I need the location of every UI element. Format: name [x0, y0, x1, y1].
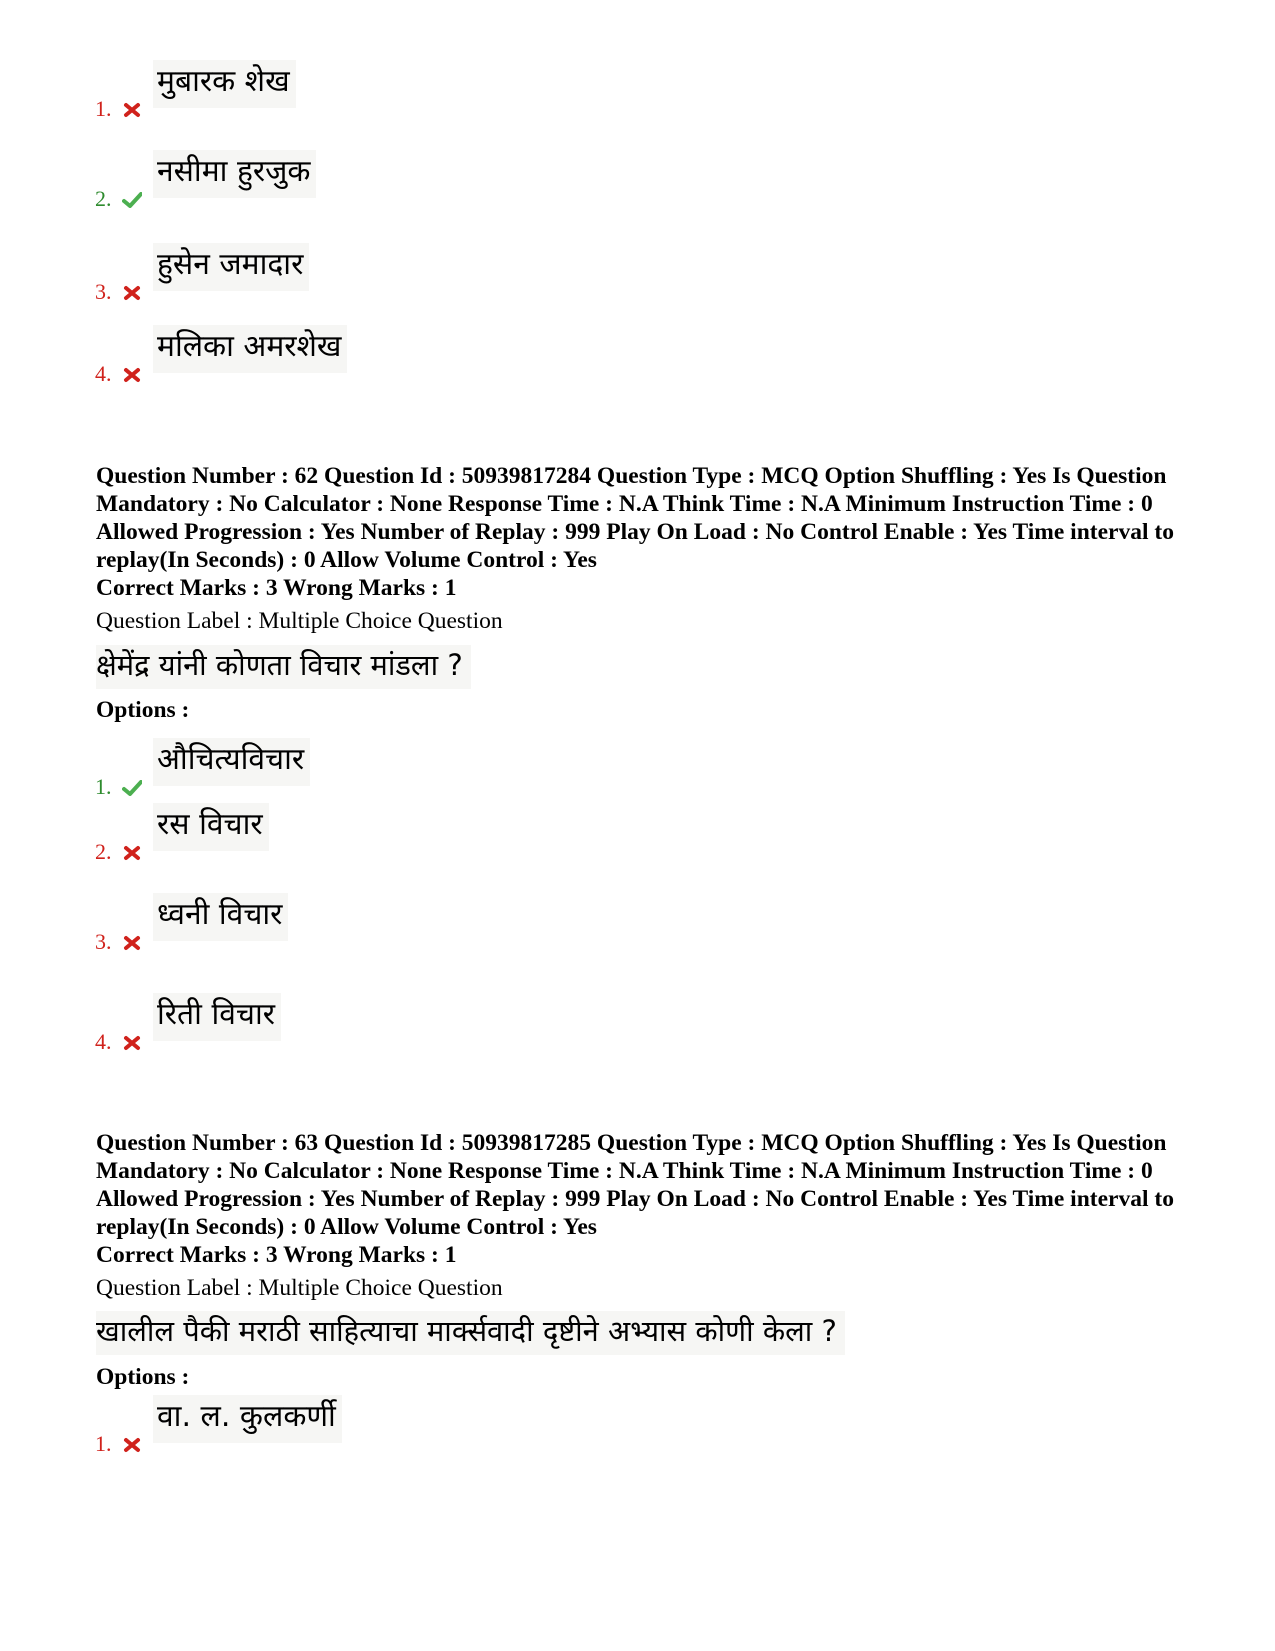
check-icon: [122, 192, 142, 208]
option-number: 4.: [95, 361, 112, 386]
option-number: 2.: [95, 839, 112, 864]
question-label: Question Label : Multiple Choice Question: [96, 608, 503, 634]
option-text: हुसेन जमादार: [153, 243, 309, 291]
cross-icon: [122, 1035, 142, 1051]
options-heading: Options :: [96, 697, 190, 723]
option-number: 3.: [95, 279, 112, 304]
option-text: नसीमा हुरजुक: [153, 150, 316, 198]
option-text: औचित्यविचार: [153, 738, 310, 786]
question-marks: Correct Marks : 3 Wrong Marks : 1: [96, 575, 457, 601]
question-meta: Question Number : 62 Question Id : 50939817284 Question Type : MCQ Option Shuffling : Yes Is Question Mandatory : No Calculator : None Response Time : N.A Think Time : N.A Minimum Instruction Time : 0 Allowed Progression : Yes Number of Replay : 999 Play On Load : No Control Enable : Yes Time interval to replay(In Seconds) : 0 Allow Volume Control : Yes: [96, 463, 1174, 573]
option-number: 1.: [95, 1431, 112, 1456]
cross-icon: [122, 845, 142, 861]
options-heading: Options :: [96, 1364, 190, 1390]
option-number: 1.: [95, 774, 112, 799]
cross-icon: [122, 285, 142, 301]
question-text: खालील पैकी मराठी साहित्याचा मार्क्सवादी दृष्टीने अभ्यास कोणी केला ?: [96, 1311, 845, 1355]
option-text: मलिका अमरशेख: [153, 325, 347, 373]
question-text: क्षेमेंद्र यांनी कोणता विचार मांडला ?: [96, 645, 471, 689]
cross-icon: [122, 367, 142, 383]
option-number: 1.: [95, 96, 112, 121]
option-text: वा. ल. कुलकर्णी: [153, 1395, 342, 1443]
cross-icon: [122, 935, 142, 951]
cross-icon: [122, 1437, 142, 1453]
question-meta: Question Number : 63 Question Id : 50939817285 Question Type : MCQ Option Shuffling : Yes Is Question Mandatory : No Calculator : None Response Time : N.A Think Time : N.A Minimum Instruction Time : 0 Allowed Progression : Yes Number of Replay : 999 Play On Load : No Control Enable : Yes Time interval to replay(In Seconds) : 0 Allow Volume Control : Yes: [96, 1130, 1174, 1240]
option-number: 4.: [95, 1029, 112, 1054]
question-label: Question Label : Multiple Choice Question: [96, 1275, 503, 1301]
option-text: रस विचार: [153, 803, 269, 851]
check-icon: [122, 780, 142, 796]
option-text: ध्वनी विचार: [153, 893, 288, 941]
option-text: मुबारक शेख: [153, 60, 296, 108]
option-text: रिती विचार: [153, 993, 281, 1041]
option-number: 3.: [95, 929, 112, 954]
option-number: 2.: [95, 186, 112, 211]
question-marks: Correct Marks : 3 Wrong Marks : 1: [96, 1242, 457, 1268]
cross-icon: [122, 102, 142, 118]
